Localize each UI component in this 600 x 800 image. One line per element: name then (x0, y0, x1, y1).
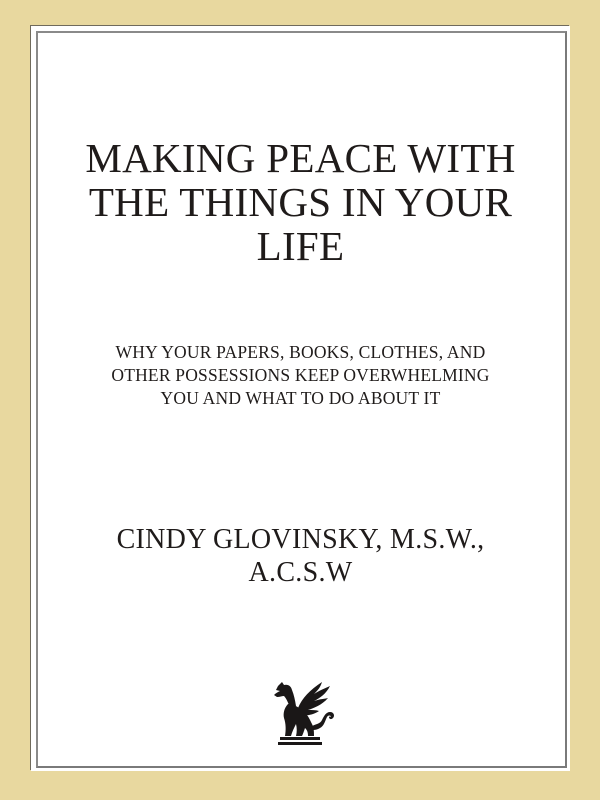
book-author-line: CINDY GLOVINSKY, M.S.W., (116, 524, 485, 555)
cover-page (31, 26, 570, 771)
book-subtitle-line: WHY YOUR PAPERS, BOOKS, CLOTHES, AND (115, 342, 486, 362)
book-author-line: A.C.S.W (248, 557, 353, 588)
book-title-line: THE THINGS IN YOUR (88, 179, 513, 225)
book-subtitle (31, 341, 570, 410)
book-author (31, 523, 570, 589)
book-title-line: MAKING PEACE WITH (85, 135, 516, 181)
griffin-icon (264, 668, 336, 748)
book-title-line: LIFE (256, 223, 345, 269)
book-subtitle-line: YOU AND WHAT TO DO ABOUT IT (160, 388, 441, 408)
book-title (31, 136, 570, 268)
book-subtitle-line: OTHER POSSESSIONS KEEP OVERWHELMING (111, 365, 490, 385)
